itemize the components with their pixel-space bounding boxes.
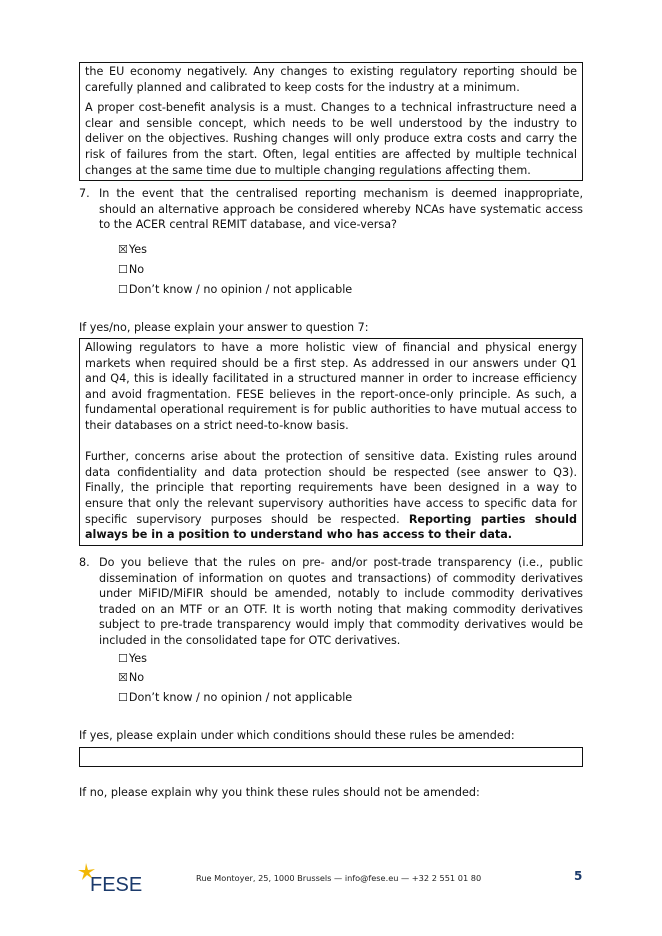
question-text: Do you believe that the rules on pre- and/or post-trade transparency (i.e., public dissemination of information on quotes and transactions) of commodity derivatives under MiFID/MiFIR should be amended, notably to include commodity derivatives traded on an MTF or an OTF. It is worth noting that making commodity derivatives subject to pre-trade transparency would imply that commodity derivatives would be included in the consolidated tape for OTC derivatives. (99, 556, 583, 647)
fese-logo (76, 861, 166, 893)
checkbox-checked-icon[interactable]: ☒ (118, 671, 128, 684)
q7-option-yes[interactable] (118, 242, 147, 257)
question-7 (79, 186, 583, 233)
checkbox-checked-icon[interactable]: ☒ (118, 243, 128, 256)
question-text: In the event that the centralised reporting mechanism is deemed inappropriate, should an alternative approach be considered whereby NCAs have systematic access to the ACER central REMIT database, and vice-versa? (99, 187, 583, 232)
option-label: Yes (128, 243, 147, 256)
q8-option-no[interactable] (118, 670, 144, 685)
option-label: Yes (128, 652, 147, 665)
checkbox-icon[interactable]: ☐ (118, 263, 128, 276)
q8-if-no-label: If no, please explain why you think these rules should not be amended: (79, 786, 480, 799)
answer-paragraph: A proper cost-benefit analysis is a must. Changes to a technical infrastructure need a clear and sensible concept, which needs to be well understood by the industry to deliver on the objectives. Rushing changes will only produce extra costs and carry the risk of failures from the start. Often, legal entities are affected by multiple technical changes at the same time due to multiple changing regulations affecting them. (85, 101, 577, 177)
q7-explain-label: If yes/no, please explain your answer to question 7: (79, 321, 369, 334)
checkbox-icon[interactable]: ☐ (118, 283, 128, 296)
option-label: Don’t know / no opinion / not applicable (128, 691, 353, 704)
q7-answer-box[interactable] (79, 338, 583, 546)
answer-paragraph (85, 449, 577, 543)
question-8 (79, 555, 583, 649)
svg-text:FESE: FESE (90, 874, 143, 893)
question-number: 8. (79, 556, 90, 569)
q8-if-yes-answer-box[interactable] (79, 747, 583, 767)
answer-text: Further, concerns arise about the protection of sensitive data. Existing rules around data confidentiality and data protection should be respected (see answer to Q3). Finally, the principle that reporting requirements have been designed in a way to ensure that only the relevant supervisory authorities have access to specific data for specific supervisory purposes should be respected. (85, 450, 577, 526)
page-number: 5 (574, 869, 583, 883)
q8-option-yes[interactable] (118, 651, 147, 666)
question-number: 7. (79, 187, 90, 200)
q8-option-dont-know[interactable] (118, 690, 352, 705)
answer-bold-text: Reporting parties should always be in a position to understand who has access to their data. (85, 512, 577, 542)
answer-paragraph: the EU economy negatively. Any changes to existing regulatory reporting should be carefully planned and calibrated to keep costs for the industry at a minimum. (85, 65, 577, 94)
option-label: Don’t know / no opinion / not applicable (128, 283, 353, 296)
checkbox-icon[interactable]: ☐ (118, 652, 128, 665)
footer-address: Rue Montoyer, 25, 1000 Brussels — info@fese.eu — +32 2 551 01 80 (196, 873, 482, 883)
q8-if-yes-label: If yes, please explain under which conditions should these rules be amended: (79, 729, 515, 742)
previous-answer-box (79, 62, 583, 181)
answer-paragraph: Allowing regulators to have a more holistic view of financial and physical energy markets when required should be a first step. As addressed in our answers under Q1 and Q4, this is ideally facilitated in a structured manner in order to increase efficiency and avoid fragmentation. FESE believes in the report-once-only principle. As such, a fundamental operational requirement is for public authorities to have mutual access to their databases on a strict need-to-know basis. (85, 341, 577, 432)
option-label: No (128, 671, 145, 684)
option-label: No (128, 263, 145, 276)
checkbox-icon[interactable]: ☐ (118, 691, 128, 704)
q7-option-dont-know[interactable] (118, 282, 352, 297)
q7-option-no[interactable] (118, 262, 144, 277)
